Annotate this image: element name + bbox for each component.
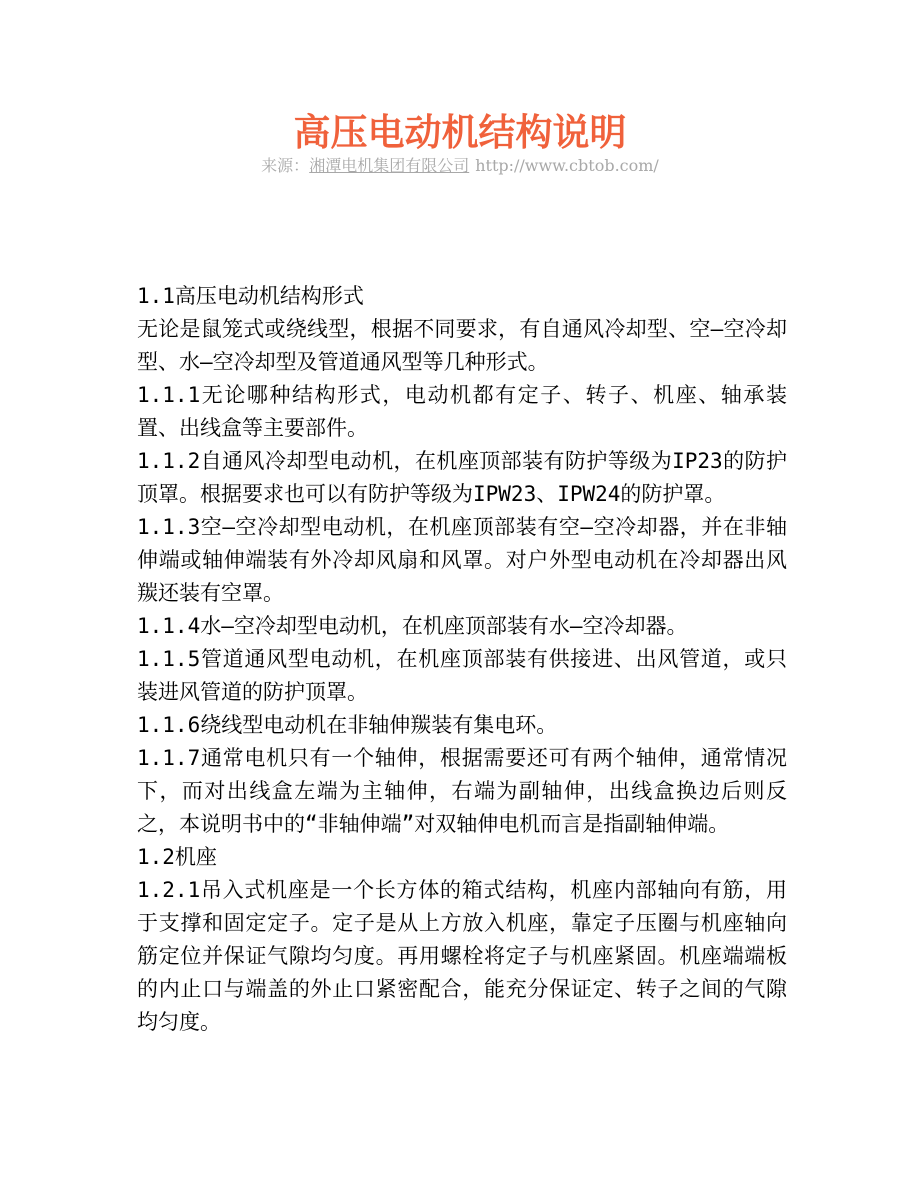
source-url: http://www.cbtob.com/ [475, 156, 659, 175]
section-heading: 1.1高压电动机结构形式 [137, 284, 364, 308]
page-title: 高压电动机结构说明 [293, 110, 627, 154]
paragraph: 1.1.4水—空冷却型电动机，在机座顶部装有水—空冷却器。 [137, 614, 688, 638]
paragraph: 1.1.7通常电机只有一个轴伸，根据需要还可有两个轴伸，通常情况下，而对出线盒左端为主轴伸，右端为副轴伸，出线盒换边后则反之，本说明书中的“非轴伸端”对双轴伸电机而言是指副轴伸端。 [137, 746, 787, 836]
document-body [137, 280, 787, 1039]
paragraph: 1.1.3空—空冷却型电动机，在机座顶部装有空—空冷却器，并在非轴伸端或轴伸端装有外冷却风扇和风罩。对户外型电动机在冷却器出风羰还装有空罩。 [137, 515, 787, 605]
paragraph: 1.2.1吊入式机座是一个长方体的箱式结构，机座内部轴向有筋，用于支撑和固定定子。定子是从上方放入机座，靠定子压圈与机座轴向筋定位并保证气隙均匀度。再用螺栓将定子与机座紧固。机座端端板的内止口与端盖的外止口紧密配合，能充分保证定、转子之间的气隙均匀度。 [137, 878, 787, 1034]
source-company-link[interactable]: 湘潭电机集团有限公司 [309, 156, 470, 175]
source-line [0, 155, 920, 177]
paragraph: 1.1.6绕线型电动机在非轴伸羰装有集电环。 [137, 713, 558, 737]
paragraph: 1.1.1无论哪种结构形式，电动机都有定子、转子、机座、轴承装置、出线盒等主要部件。 [137, 383, 787, 440]
section-heading: 1.2机座 [137, 845, 217, 869]
source-label: 来源： [261, 156, 310, 175]
paragraph: 1.1.5管道通风型电动机，在机座顶部装有供接进、出风管道，或只装进风管道的防护顶罩。 [137, 647, 787, 704]
paragraph: 1.1.2自通风冷却型电动机，在机座顶部装有防护等级为IP23的防护顶罩。根据要求也可以有防护等级为IPW23、IPW24的防护罩。 [137, 449, 787, 506]
paragraph: 无论是鼠笼式或绕线型，根据不同要求，有自通风冷却型、空—空冷却型、水—空冷却型及管道通风型等几种形式。 [137, 317, 787, 374]
